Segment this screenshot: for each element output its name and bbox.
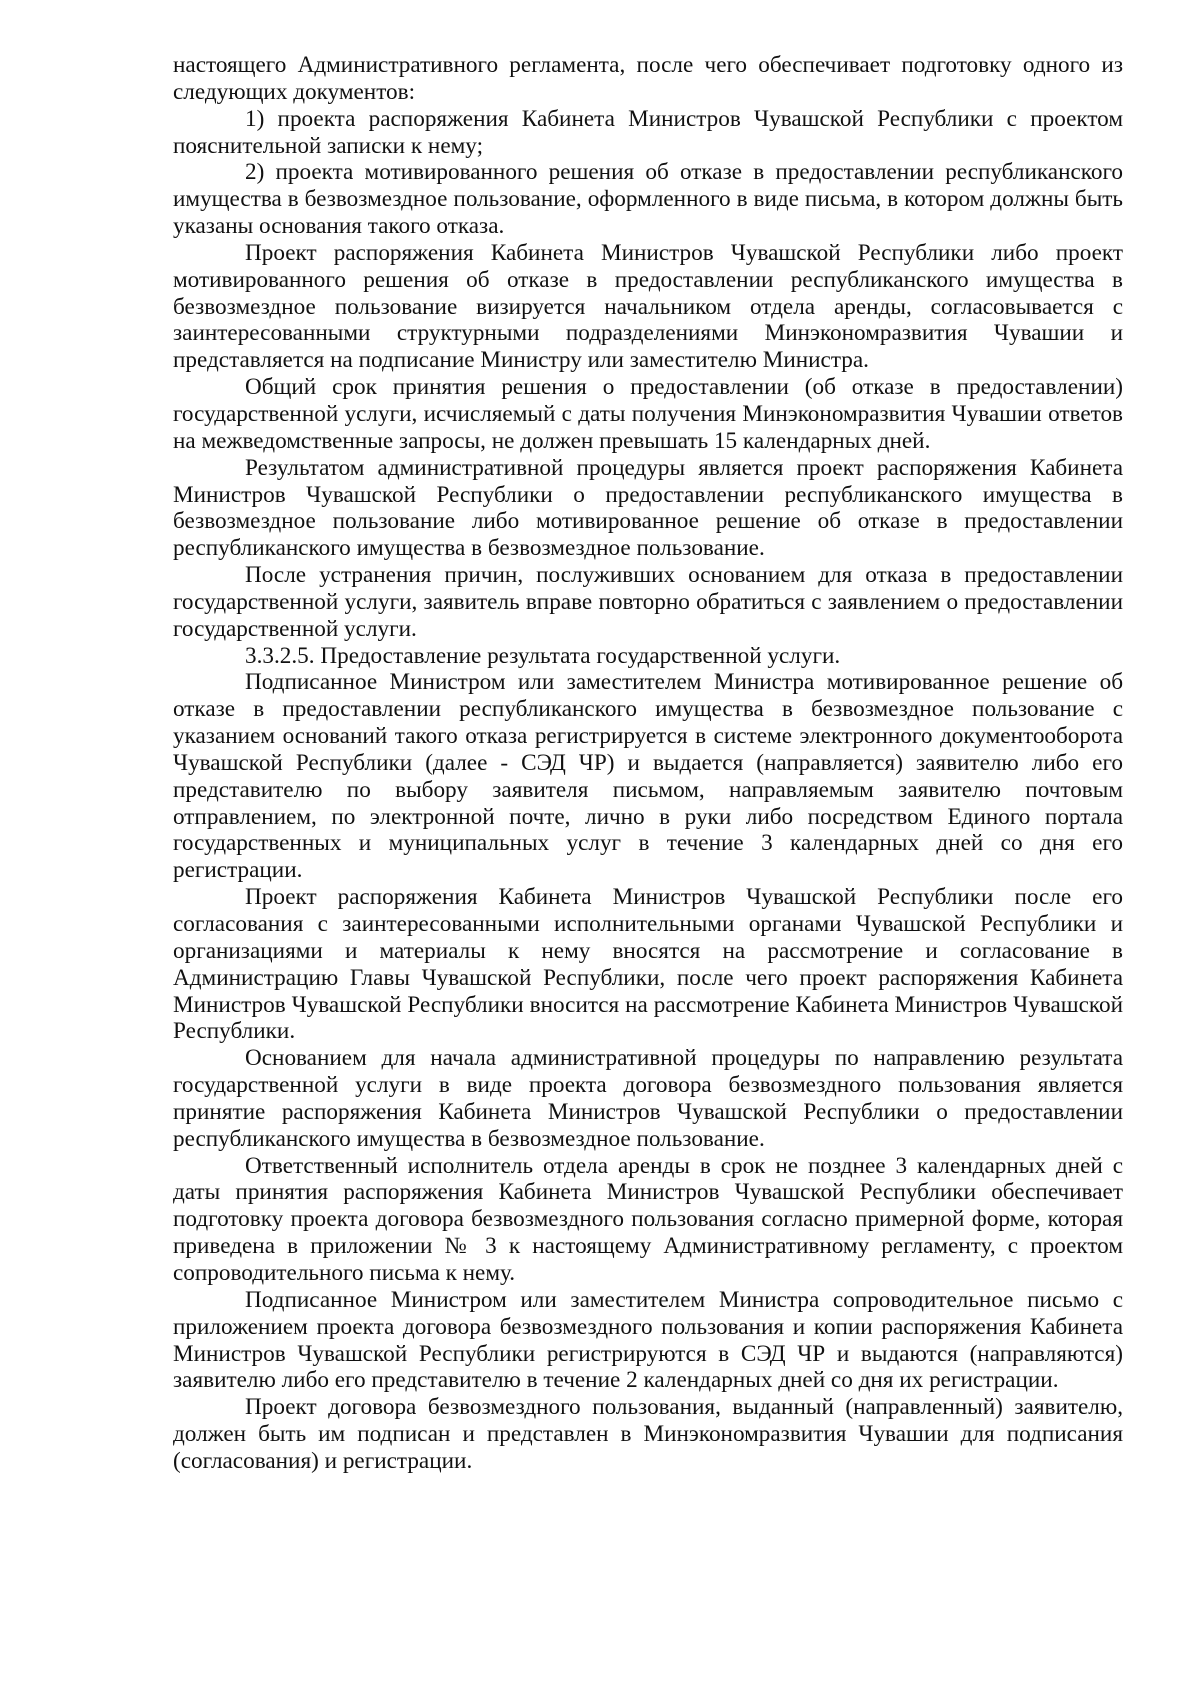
paragraph-continuation: настоящего Административного регламента, после чего обеспечивает подготовку одного из следующих документов: [173, 52, 1123, 105]
paragraph-cover-letter: Подписанное Министром или заместителем Министра сопроводительное письмо с приложением проекта договора безвозмездного пользования и копии распоряжения Кабинета Министров Чувашской Республики регистрируются в СЭД ЧР и выдаются (направляются) заявителю либо его представителю в течение 2 календарных дней со дня их регистрации. [173, 1286, 1123, 1394]
paragraph-reapply: После устранения причин, послуживших основанием для отказа в предоставлении государственной услуги, заявитель вправе повторно обратиться с заявлением о предоставлении государственной услуги. [173, 562, 1123, 642]
paragraph-refusal-delivery: Подписанное Министром или заместителем Министра мотивированное решение об отказе в предоставлении республиканского имущества в безвозмездное пользование с указанием оснований такого отказа регистрируется в системе электронного документооборота Чувашской Республики (далее - СЭД ЧР) и выдается (направляется) заявителю либо его представителю по выбору заявителя письмом, направляемым заявителю почтовым отправлением, по электронной почте, лично в руки либо посредством Единого портала государственных и муниципальных услуг в течение 3 календарных дней со дня его регистрации. [173, 669, 1123, 884]
section-heading-3-3-2-5: 3.3.2.5. Предоставление результата государственной услуги. [245, 642, 841, 669]
paragraph-list-item-1: 1) проекта распоряжения Кабинета Министров Чувашской Республики с проектом пояснительной записки к нему; [173, 105, 1123, 159]
paragraph-result: Результатом административной процедуры является проект распоряжения Кабинета Министров Чувашской Республики о предоставлении республиканского имущества в безвозмездное пользование либо мотивированное решение об отказе в предоставлении республиканского имущества в безвозмездное пользование. [173, 454, 1123, 562]
paragraph-list-item-2: 2) проекта мотивированного решения об отказе в предоставлении республиканского имущества в безвозмездное пользование, оформленного в виде письма, в котором должны быть указаны основания такого отказа. [173, 159, 1123, 240]
paragraph-contract-signing: Проект договора безвозмездного пользования, выданный (направленный) заявителю, должен быть им подписан и представлен в Минэкономразвития Чувашии для подписания (согласования) и регистрации. [173, 1394, 1123, 1474]
paragraph-order-approval: Проект распоряжения Кабинета Министров Чувашской Республики после его согласования с заинтересованными исполнительными органами Чувашской Республики и организациями и материалы к нему вносятся на рассмотрение и согласование в Администрацию Главы Чувашской Республики, после чего проект распоряжения Кабинета Министров Чувашской Республики вносится на рассмотрение Кабинета Министров Чувашской Республики. [173, 884, 1123, 1045]
paragraph-procedure-basis: Основанием для начала административной процедуры по направлению результата государственной услуги в виде проекта договора безвозмездного пользования является принятие распоряжения Кабинета Министров Чувашской Республики о предоставлении республиканского имущества в безвозмездное пользование. [173, 1045, 1123, 1152]
paragraph-approval: Проект распоряжения Кабинета Министров Чувашской Республики либо проект мотивированного решения об отказе в предоставлении республиканского имущества в безвозмездное пользование визируется начальником отдела аренды, согласовывается с заинтересованными структурными подразделениями Минэкономразвития Чувашии и представляется на подписание Министру или заместителю Министра. [173, 239, 1123, 374]
document-body [173, 52, 1123, 1475]
paragraph-decision-term: Общий срок принятия решения о предоставлении (об отказе в предоставлении) государственной услуги, исчисляемый с даты получения Минэкономразвития Чувашии ответов на межведомственные запросы, не должен превышать 15 календарных дней. [173, 374, 1123, 454]
paragraph-contract-preparation: Ответственный исполнитель отдела аренды в срок не позднее 3 календарных дней с даты принятия распоряжения Кабинета Министров Чувашской Республики обеспечивает подготовку проекта договора безвозмездного пользования согласно примерной форме, которая приведена в приложении № 3 к настоящему Административному регламенту, с проектом сопроводительного письма к нему. [173, 1152, 1123, 1286]
